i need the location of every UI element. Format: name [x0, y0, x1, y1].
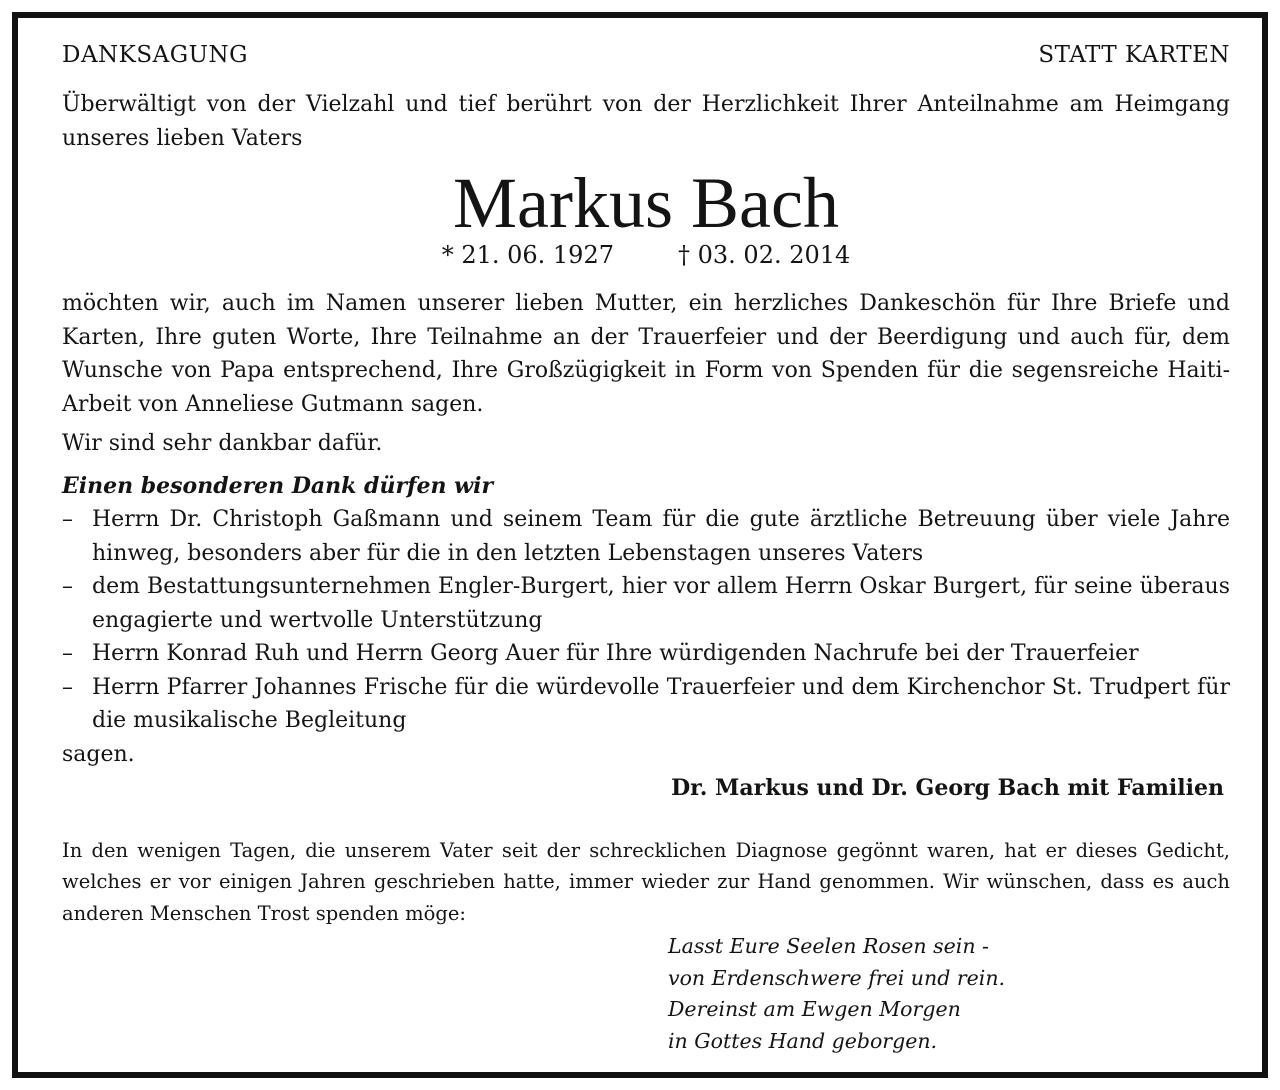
poem-intro: In den wenigen Tagen, die unserem Vater seit der schrecklichen Diagnose gegönnt waren, hat er dieses Gedicht, welches er vor einigen Jahren geschrieben hatte, immer wieder zur Hand genommen. Wir wünschen, dass es auch anderen Menschen Trost spenden möge:	[62, 838, 1230, 925]
list-item	[62, 637, 1230, 671]
header-row	[62, 38, 1230, 72]
poem-line: in Gottes Hand geborgen.	[668, 1028, 938, 1053]
dash-marker: –	[62, 574, 73, 599]
death-date: † 03. 02. 2014	[678, 241, 851, 269]
dash-marker: –	[62, 641, 73, 666]
deceased-name: Markus Bach	[453, 163, 839, 243]
list-item	[62, 671, 1230, 738]
special-thanks-list	[62, 503, 1230, 738]
list-item-text: Herrn Dr. Christoph Gaßmann und seinem Team für die gute ärztliche Betreuung über viele Jahre hinweg, besonders aber für die in den letzten Lebenstagen unseres Vaters	[92, 507, 1230, 566]
poem	[668, 931, 1230, 1057]
intro-text: Überwältigt von der Vielzahl und tief berührt von der Herzlichkeit Ihrer Anteilnahme am Heimgang unseres lieben Vaters	[62, 92, 1230, 151]
birth-date: * 21. 06. 1927	[441, 241, 614, 269]
thanks-paragraph: möchten wir, auch im Namen unserer lieben Mutter, ein herzliches Dankeschön für Ihre Briefe und Karten, Ihre guten Worte, Ihre Teilnahme an der Trauerfeier und der Beerdigung und auch für, dem Wunsche von Papa entsprechend, Ihre Großzügigkeit in Form von Spenden für die segensreiche Haiti-Arbeit von Anneliese Gutmann sagen.	[62, 291, 1230, 417]
special-thanks-heading: Einen besonderen Dank dürfen wir	[62, 473, 494, 499]
dash-marker: –	[62, 674, 73, 700]
dash-marker: –	[62, 507, 73, 532]
header-left: DANKSAGUNG	[62, 42, 248, 68]
poem-line: von Erdenschwere frei und rein.	[668, 965, 1006, 990]
list-item-text: Herrn Pfarrer Johannes Frische für die würdevolle Trauerfeier und dem Kirchenchor St. Trudpert für die musikalische Begleitung	[92, 674, 1230, 733]
list-item-text: dem Bestattungsunternehmen Engler-Burgert, hier vor allem Herrn Oskar Burgert, für seine überaus engagierte und wertvolle Unterstützung	[92, 574, 1230, 633]
signature: Dr. Markus und Dr. Georg Bach mit Familien	[671, 774, 1224, 801]
list-item	[62, 503, 1230, 570]
poem-line: Lasst Eure Seelen Rosen sein -	[668, 934, 989, 958]
header-right: STATT KARTEN	[1038, 42, 1230, 68]
list-item-text: Herrn Konrad Ruh und Herrn Georg Auer für Ihre würdigenden Nachrufe bei der Trauerfeier	[92, 641, 1139, 666]
list-item	[62, 570, 1230, 637]
life-dates	[62, 237, 1230, 273]
notice-frame	[12, 12, 1268, 1078]
poem-line: Dereinst am Ewgen Morgen	[668, 997, 961, 1021]
notice-content	[62, 38, 1230, 1057]
closing-word: sagen.	[62, 741, 135, 767]
grateful-line: Wir sind sehr dankbar dafür.	[62, 431, 383, 456]
